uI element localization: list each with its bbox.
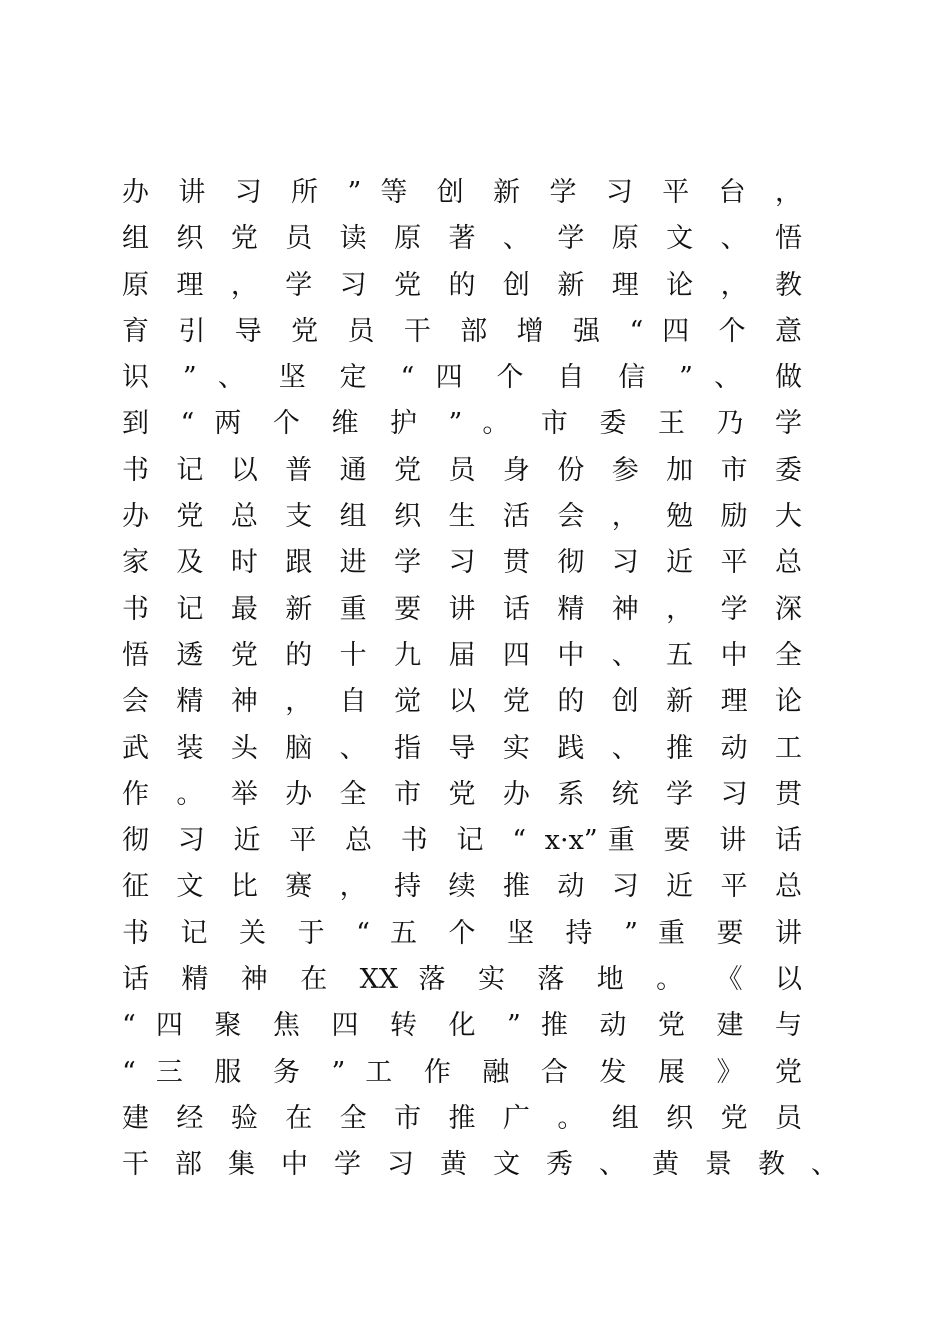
body-text [122, 170, 862, 1189]
text-line: 办 讲 习 所 ” 等 创 新 学 习 平 台 ， [122, 177, 802, 208]
text-line: “ 四 聚 焦 四 转 化 ” 推 动 党 建 与 [122, 1010, 802, 1042]
text-line: 育 引 导 党 员 干 部 增 强 “ 四 个 意 [122, 315, 802, 347]
text-line: 组 织 党 员 读 原 著 、 学 原 文 、 悟 [122, 223, 802, 255]
text-line: 书 记 最 新 重 要 讲 话 精 神 ， 学 深 [122, 593, 802, 625]
text-line: “ 三 服 务 ” 工 作 融 合 发 展 》 党 [122, 1056, 802, 1088]
text-line: 书 记 以 普 通 党 员 身 份 参 加 市 委 [122, 454, 802, 486]
text-line: 到 “ 两 个 维 护 ” 。 市 委 王 乃 学 [122, 408, 802, 440]
text-line: 原 理 ， 学 习 党 的 创 新 理 论 ， 教 [122, 269, 802, 301]
text-line: 话 精 神 在 XX 落 实 落 地 。 《 以 [122, 964, 802, 996]
text-line: 征 文 比 赛 ， 持 续 推 动 习 近 平 总 [122, 871, 802, 903]
text-line: 书 记 关 于 “ 五 个 坚 持 ” 重 要 讲 [122, 917, 802, 949]
text-line: 干 部 集 中 学 习 黄 文 秀 、 黄 景 教 、 [122, 1149, 838, 1181]
text-line: 悟 透 党 的 十 九 届 四 中 、 五 中 全 [122, 639, 802, 671]
text-line: 办 党 总 支 组 织 生 活 会 ， 勉 励 大 [122, 501, 802, 533]
text-line: 彻 习 近 平 总 书 记 “ x·x”重 要 讲 话 [122, 825, 802, 857]
text-line: 会 精 神 ， 自 觉 以 党 的 创 新 理 论 [122, 686, 802, 718]
text-line: 建 经 验 在 全 市 推 广 。 组 织 党 员 [122, 1102, 802, 1134]
text-line: 家 及 时 跟 进 学 习 贯 彻 习 近 平 总 [122, 547, 802, 579]
text-line: 作 。 举 办 全 市 党 办 系 统 学 习 贯 [122, 778, 802, 810]
text-line: 识 ” 、 坚 定 “ 四 个 自 信 ” 、 做 [122, 362, 802, 394]
text-line: 武 装 头 脑 、 指 导 实 践 、 推 动 工 [122, 732, 802, 764]
